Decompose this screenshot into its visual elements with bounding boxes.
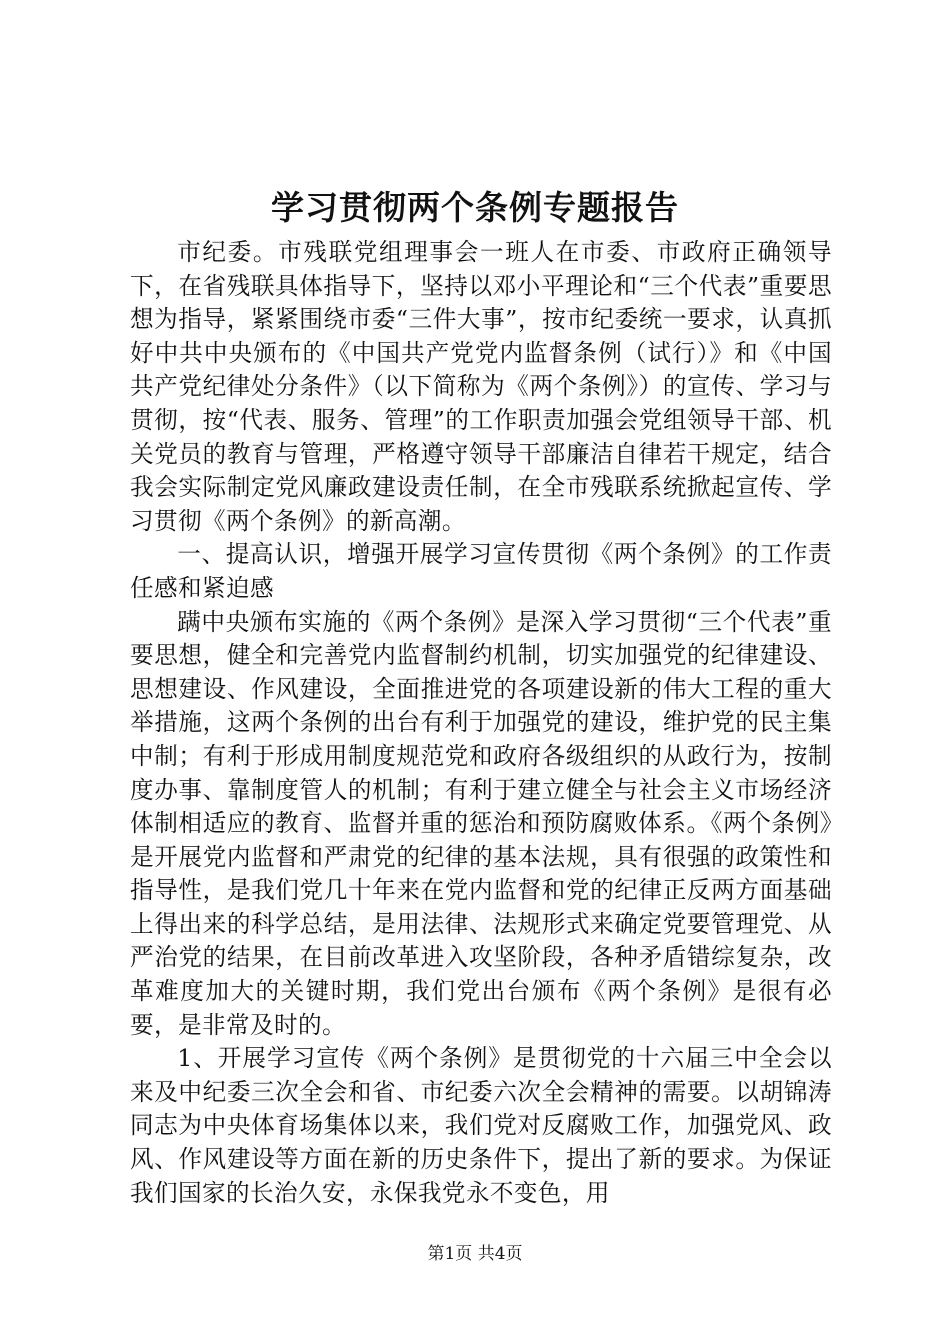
paragraph-section-heading: 一、提高认识，增强开展学习宣传贯彻《两个条例》的工作责任感和紧迫感 [130,540,832,602]
paragraph-intro: 市纪委。市残联党组理事会一班人在市委、市政府正确领导下，在省残联具体指导下，坚持以邓小平理论和“三个代表”重要思想为指导，紧紧围绕市委“三件大事”，按市纪委统一要求，认真抓好中共中央颁布的《中国共产党党内监督条例（试行）》和《中国共产党纪律处分条件》（以下简称为《两个条例》）的宣传、学习与贯彻，按“代表、服务、管理”的工作职责加强会党组领导干部、机关党员的教育与管理，严格遵守领导干部廉洁自律若干规定，结合我会实际制定党风廉政建设责任制，在全市残联系统掀起宣传、学习贯彻《两个条例》的新高潮。 [130,238,832,535]
paragraph-point-1: 1、开展学习宣传《两个条例》是贯彻党的十六届三中全会以来及中纪委三次全会和省、市纪委六次全会精神的需要。以胡锦涛同志为中央体育场集体以来，我们党对反腐败工作，加强党风、政风、作风建设等方面在新的历史条件下，提出了新的要求。为保证我们国家的长治久安，永保我党永不变色，用 [130,1044,832,1207]
page-number-footer: 第1页 共4页 [427,1244,523,1264]
paragraph-significance: 蹒中央颁布实施的《两个条例》是深入学习贯彻“三个代表”重要思想，健全和完善党内监督制约机制，切实加强党的纪律建设、思想建设、作风建设，全面推进党的各项建设新的伟大工程的重大举措施，这两个条例的出台有利于加强党的建设，维护党的民主集中制；有利于形成用制度规范党和政府各级组织的从政行为，按制度办事、靠制度管人的机制；有利于建立健全与社会主义市场经济体制相适应的教育、监督并重的惩治和预防腐败体系。《两个条例》是开展党内监督和严肃党的纪律的基本法规，具有很强的政策性和指导性，是我们党几十年来在党内监督和党的纪律正反两方面基础上得出来的科学总结，是用法律、法规形式来确定党要管理党、从严治党的结果，在目前改革进入攻坚阶段，各种矛盾错综复杂，改革难度加大的关键时期，我们党出台颁布《两个条例》是很有必要，是非常及时的。 [130,607,832,1039]
document-body [130,236,832,1210]
document-title: 学习贯彻两个条例专题报告 [271,188,679,227]
